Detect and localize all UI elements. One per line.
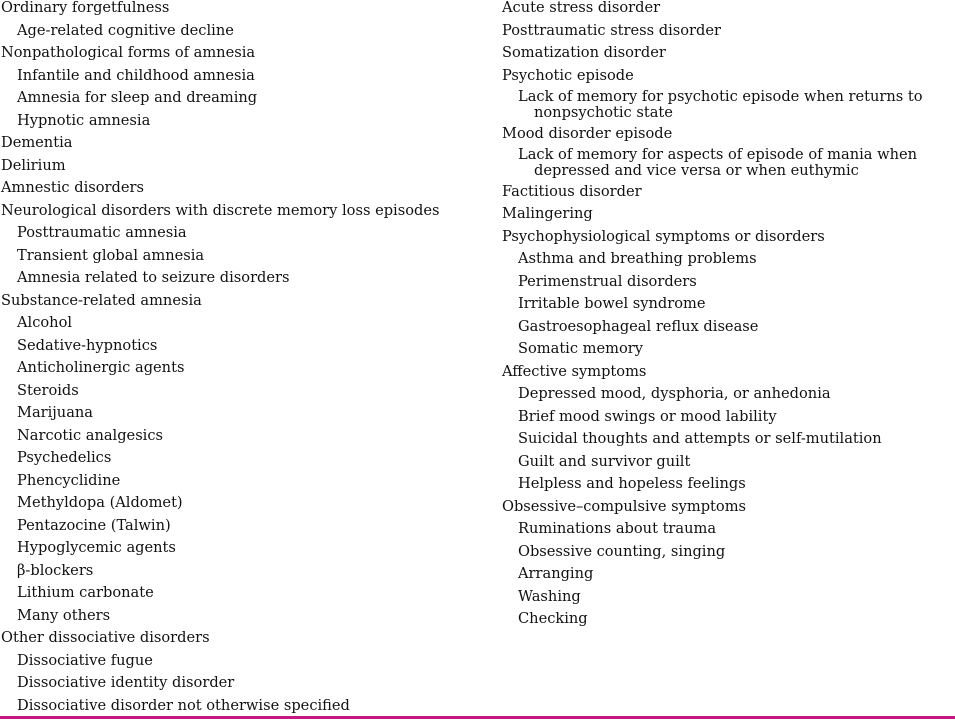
item-somatic-memory: Somatic memory — [518, 340, 643, 357]
item-asthma-breathing: Asthma and breathing problems — [518, 250, 757, 267]
item-amnesia-sleep-dreaming: Amnesia for sleep and dreaming — [17, 89, 258, 106]
item-steroids: Steroids — [17, 381, 79, 399]
item-suicidal-thoughts: Suicidal thoughts and attempts or self-mutilation — [518, 430, 882, 447]
item-mania-memory-loss-line-1: Lack of memory for aspects of episode of mania when — [518, 146, 918, 163]
item-hypoglycemic-agents: Hypoglycemic agents — [17, 539, 176, 556]
category-other-dissociative-disorders: Other dissociative disorders — [1, 629, 210, 646]
item-mania-memory-loss — [502, 145, 952, 181]
item-sedative-hypnotics: Sedative-hypnotics — [17, 336, 158, 354]
item-washing: Washing — [518, 587, 581, 605]
category-ordinary-forgetfulness: Ordinary forgetfulness — [1, 0, 170, 16]
item-seizure-amnesia: Amnesia related to seizure disorders — [17, 269, 290, 286]
item-psychotic-memory-loss — [502, 87, 952, 123]
category-substance-related-amnesia: Substance-related amnesia — [1, 291, 202, 309]
item-obsessive-counting: Obsessive counting, singing — [518, 542, 726, 560]
category-dementia: Dementia — [1, 134, 73, 151]
category-malingering: Malingering — [502, 205, 593, 222]
bottom-rule — [0, 716, 955, 719]
item-arranging: Arranging — [518, 565, 594, 582]
category-psychotic-episode: Psychotic episode — [502, 66, 634, 84]
item-alcohol: Alcohol — [17, 314, 73, 331]
item-phencyclidine: Phencyclidine — [17, 471, 121, 489]
item-dissociative-fugue: Dissociative fugue — [17, 651, 153, 669]
item-posttraumatic-amnesia: Posttraumatic amnesia — [17, 224, 187, 241]
item-mania-memory-loss-line-2: depressed and vice versa or when euthymic — [534, 162, 859, 179]
item-irritable-bowel: Irritable bowel syndrome — [518, 295, 706, 312]
category-factitious-disorder: Factitious disorder — [502, 182, 642, 200]
category-obsessive-compulsive: Obsessive–compulsive symptoms — [502, 497, 747, 515]
item-many-others: Many others — [17, 606, 111, 624]
category-nonpathological-amnesia: Nonpathological forms of amnesia — [1, 44, 256, 61]
left-column — [1, 0, 471, 717]
category-acute-stress-disorder: Acute stress disorder — [502, 0, 661, 16]
category-ptsd: Posttraumatic stress disorder — [502, 21, 721, 39]
item-helpless-hopeless: Helpless and hopeless feelings — [518, 475, 746, 492]
item-transient-global-amnesia: Transient global amnesia — [17, 246, 205, 264]
item-infantile-childhood-amnesia: Infantile and childhood amnesia — [17, 66, 255, 84]
item-ruminations: Ruminations about trauma — [518, 520, 717, 537]
item-beta-blockers: β-blockers — [17, 561, 94, 579]
item-psychotic-memory-loss-line-2: nonpsychotic state — [534, 104, 673, 121]
item-hypnotic-amnesia: Hypnotic amnesia — [17, 111, 151, 129]
category-mood-disorder-episode: Mood disorder episode — [502, 124, 673, 142]
item-gastroesophageal-reflux: Gastroesophageal reflux disease — [518, 317, 759, 335]
item-age-related-cognitive-decline: Age-related cognitive decline — [17, 21, 234, 39]
item-psychotic-memory-loss-line-1: Lack of memory for psychotic episode when returns to — [518, 88, 923, 105]
category-delirium: Delirium — [1, 156, 66, 174]
item-pentazocine: Pentazocine (Talwin) — [17, 516, 171, 534]
category-somatization-disorder: Somatization disorder — [502, 44, 666, 61]
category-affective-symptoms: Affective symptoms — [502, 362, 647, 380]
item-depressed-mood: Depressed mood, dysphoria, or anhedonia — [518, 385, 831, 402]
item-checking: Checking — [518, 610, 588, 627]
item-psychedelics: Psychedelics — [17, 449, 112, 466]
item-lithium-carbonate: Lithium carbonate — [17, 584, 154, 601]
item-guilt: Guilt and survivor guilt — [518, 452, 691, 470]
item-marijuana: Marijuana — [17, 404, 94, 421]
item-dissociative-disorder-nos: Dissociative disorder not otherwise specified — [17, 696, 350, 714]
item-perimenstrual-disorders: Perimenstrual disorders — [518, 272, 697, 290]
item-anticholinergic-agents: Anticholinergic agents — [17, 359, 185, 376]
category-neurological-disorders: Neurological disorders with discrete memory loss episodes — [1, 201, 440, 219]
category-amnestic-disorders: Amnestic disorders — [1, 179, 144, 196]
item-narcotic-analgesics: Narcotic analgesics — [17, 426, 164, 444]
item-methyldopa: Methyldopa (Aldomet) — [17, 494, 183, 511]
item-mood-swings: Brief mood swings or mood lability — [518, 407, 777, 425]
item-dissociative-identity-disorder: Dissociative identity disorder — [17, 674, 235, 691]
category-psychophysiological: Psychophysiological symptoms or disorders — [502, 227, 825, 245]
right-column — [502, 0, 952, 631]
